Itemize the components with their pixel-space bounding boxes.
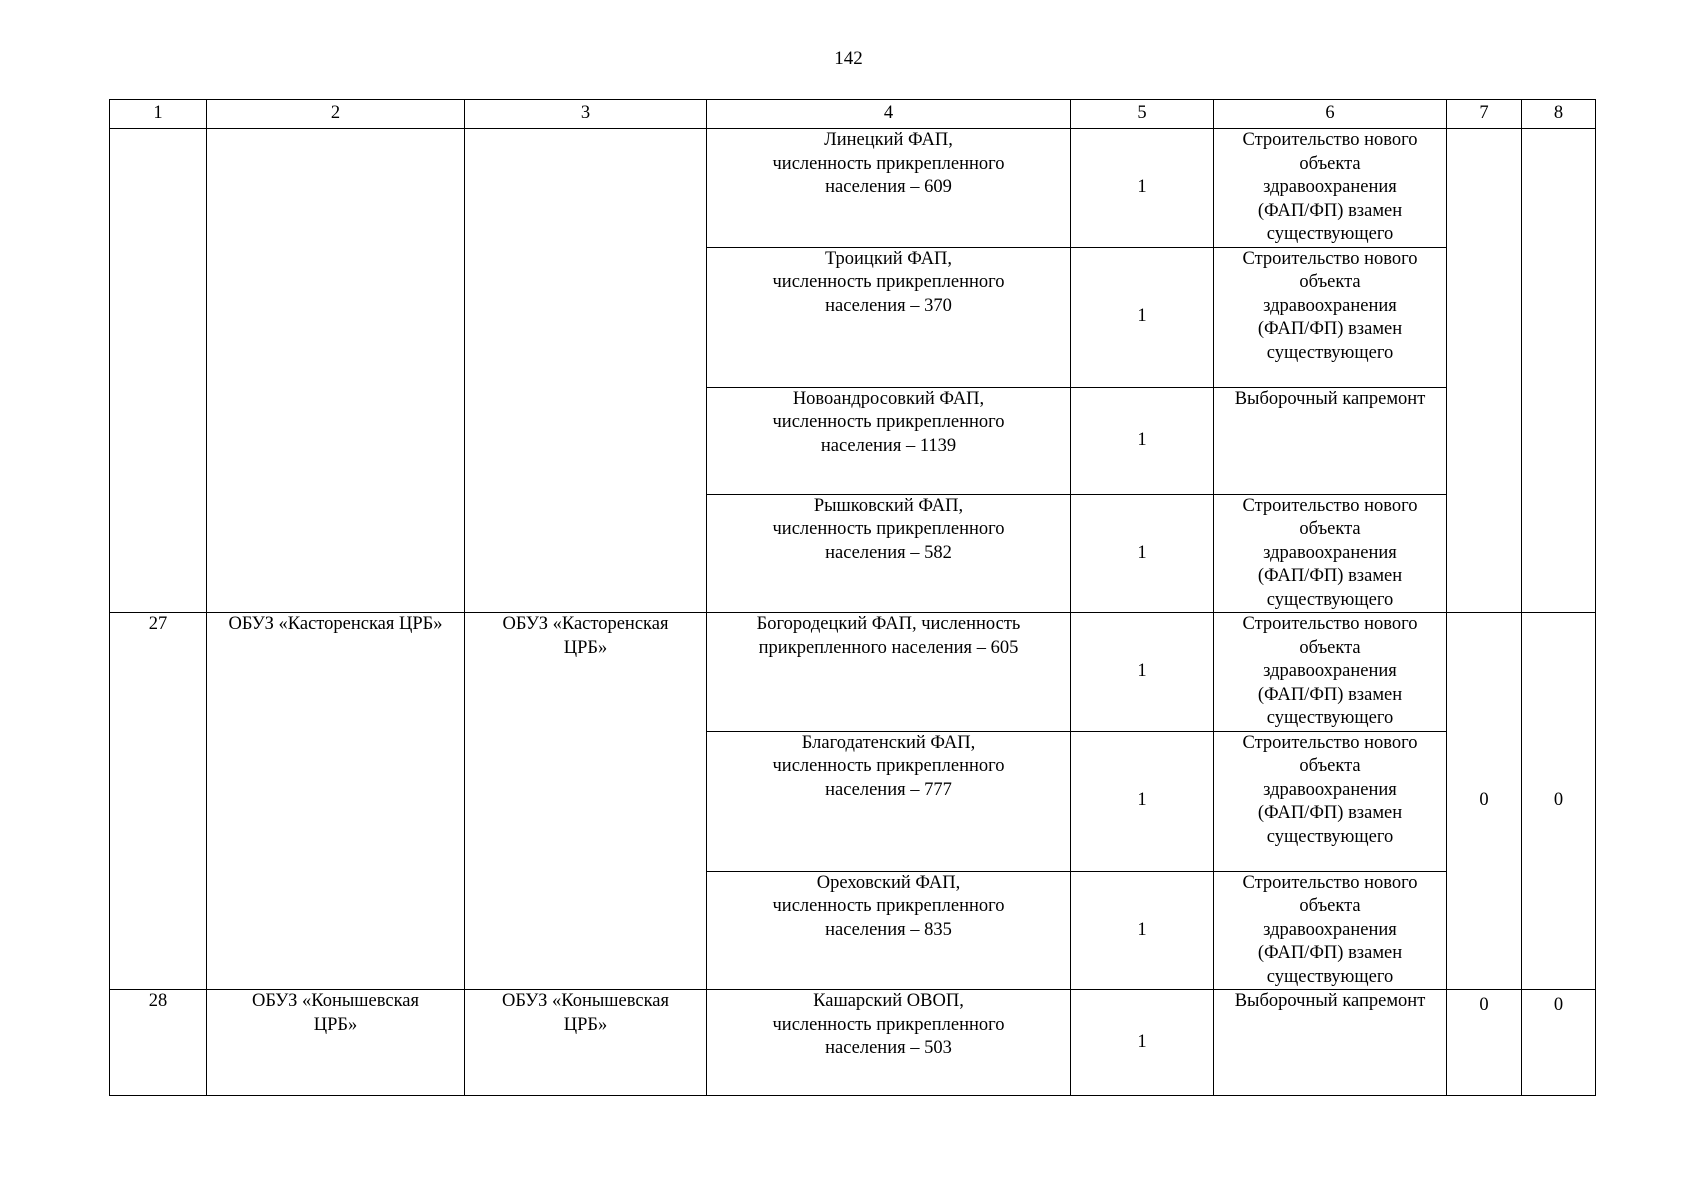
facility-cell: Ореховский ФАП, численность прикрепленного населения – 835	[707, 871, 1071, 990]
count-cell: 1	[1071, 247, 1214, 387]
column-7-cell	[1447, 129, 1522, 613]
column-7-cell: 0	[1447, 990, 1522, 1096]
column-8-cell: 0	[1522, 990, 1596, 1096]
work-type-cell: Строительство нового объекта здравоохранения (ФАП/ФП) взамен существующего	[1214, 494, 1447, 613]
work-type-cell: Строительство нового объекта здравоохранения (ФАП/ФП) взамен существующего	[1214, 129, 1447, 248]
responsible-organization-cell: ОБУЗ «Конышевская ЦРБ»	[465, 990, 707, 1096]
facility-cell: Линецкий ФАП, численность прикрепленного населения – 609	[707, 129, 1071, 248]
work-type-cell: Строительство нового объекта здравоохранения (ФАП/ФП) взамен существующего	[1214, 871, 1447, 990]
count-cell: 1	[1071, 871, 1214, 990]
responsible-organization-cell	[465, 129, 707, 613]
report-table	[109, 99, 1596, 1096]
column-header: 3	[465, 100, 707, 129]
count-cell: 1	[1071, 494, 1214, 613]
column-header: 1	[110, 100, 207, 129]
column-header: 4	[707, 100, 1071, 129]
page-number: 142	[834, 48, 863, 69]
work-type-cell: Строительство нового объекта здравоохранения (ФАП/ФП) взамен существующего	[1214, 613, 1447, 732]
column-7-cell: 0	[1447, 613, 1522, 990]
column-header: 5	[1071, 100, 1214, 129]
table-row	[110, 613, 1596, 732]
table-row	[110, 990, 1596, 1096]
facility-cell: Богородецкий ФАП, численность прикрепленного населения – 605	[707, 613, 1071, 732]
work-type-cell: Выборочный капремонт	[1214, 387, 1447, 494]
work-type-cell: Строительство нового объекта здравоохранения (ФАП/ФП) взамен существующего	[1214, 247, 1447, 387]
organization-cell	[207, 129, 465, 613]
count-cell: 1	[1071, 990, 1214, 1096]
column-header: 6	[1214, 100, 1447, 129]
facility-cell: Рышковский ФАП, численность прикрепленного населения – 582	[707, 494, 1071, 613]
facility-cell: Новоандросовкий ФАП, численность прикрепленного населения – 1139	[707, 387, 1071, 494]
row-number-cell: 27	[110, 613, 207, 990]
facility-cell: Кашарский ОВОП, численность прикрепленного населения – 503	[707, 990, 1071, 1096]
row-number-cell	[110, 129, 207, 613]
column-8-cell	[1522, 129, 1596, 613]
facility-cell: Троицкий ФАП, численность прикрепленного населения – 370	[707, 247, 1071, 387]
organization-cell: ОБУЗ «Конышевская ЦРБ»	[207, 990, 465, 1096]
responsible-organization-cell: ОБУЗ «Касторенская ЦРБ»	[465, 613, 707, 990]
row-number-cell: 28	[110, 990, 207, 1096]
column-header: 8	[1522, 100, 1596, 129]
table-header-row	[110, 100, 1596, 129]
count-cell: 1	[1071, 129, 1214, 248]
organization-cell: ОБУЗ «Касторенская ЦРБ»	[207, 613, 465, 990]
column-header: 7	[1447, 100, 1522, 129]
count-cell: 1	[1071, 731, 1214, 871]
count-cell: 1	[1071, 387, 1214, 494]
work-type-cell: Строительство нового объекта здравоохранения (ФАП/ФП) взамен существующего	[1214, 731, 1447, 871]
work-type-cell: Выборочный капремонт	[1214, 990, 1447, 1096]
column-8-cell: 0	[1522, 613, 1596, 990]
count-cell: 1	[1071, 613, 1214, 732]
facility-cell: Благодатенский ФАП, численность прикрепленного населения – 777	[707, 731, 1071, 871]
table-row	[110, 129, 1596, 248]
column-header: 2	[207, 100, 465, 129]
